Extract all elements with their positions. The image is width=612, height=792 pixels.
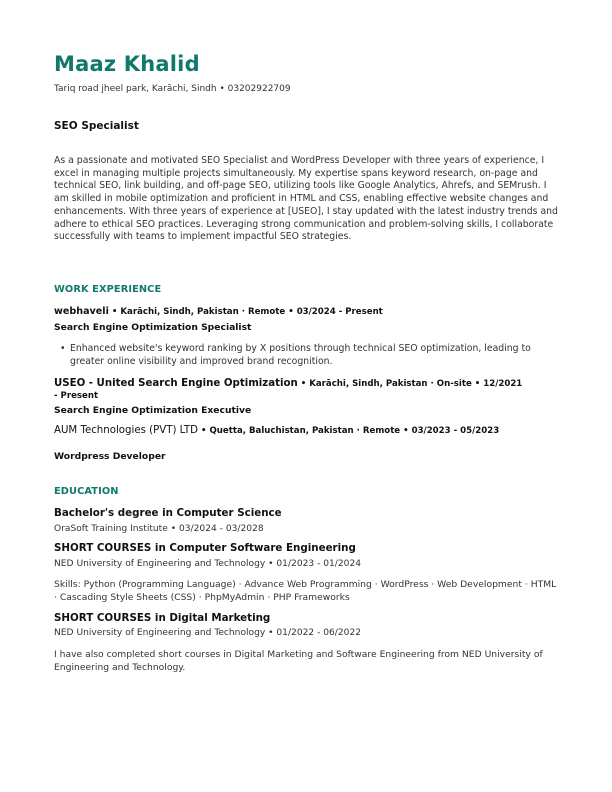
job-title-1: Search Engine Optimization Specialist: [54, 322, 252, 333]
job-title-2: Search Engine Optimization Executive: [54, 405, 252, 416]
job-meta: • Karāchi, Sindh, Pakistan · On-site • 12/2021 - Present: [54, 379, 523, 401]
institution-line-2: NED University of Engineering and Technology • 01/2023 - 01/2024: [54, 559, 362, 569]
bullet-icon: •: [60, 343, 66, 354]
work-experience-heading: WORK EXPERIENCE: [54, 284, 162, 295]
job-header-1: [54, 306, 383, 318]
company-name: USEO - United Search Engine Optimization: [54, 378, 298, 389]
institution-line-1: OraSoft Training Institute • 03/2024 - 03/2028: [54, 524, 264, 534]
bullet-text: Enhanced website's keyword ranking by X positions through technical SEO optimization, leading to greater online visibility and improved brand recognition.: [70, 343, 531, 367]
candidate-name: Maaz Khalid: [54, 52, 200, 76]
job-bullet-1: [60, 343, 550, 368]
institution-line-3: NED University of Engineering and Technology • 01/2022 - 06/2022: [54, 628, 362, 638]
degree-title-3: SHORT COURSES in Digital Marketing: [54, 612, 271, 624]
summary-paragraph: As a passionate and motivated SEO Specialist and WordPress Developer with three years of experience, I excel in managing multiple projects simultaneously. My expertise spans keyword research, on-page and technical SEO, link building, and off-page SEO, utilizing tools like Google Analytics, Ahrefs, and SEMrush. I am skilled in mobile optimization and proficient in HTML and CSS, enabling effective website changes and enhancements. With three years of experience at [USEO], I stay updated with the latest industry trends and adhere to ethical SEO practices. Leveraging strong communication and problem-solving skills, I collaborate successfully with teams to implement impactful SEO strategies.: [54, 155, 558, 243]
headline-title: SEO Specialist: [54, 120, 139, 132]
degree-title-2: SHORT COURSES in Computer Software Engineering: [54, 542, 356, 554]
education-note: I have also completed short courses in Digital Marketing and Software Engineering from NED University of Engineering and Technology.: [54, 649, 543, 673]
job-title-3: Wordpress Developer: [54, 451, 166, 462]
company-name: webhaveli: [54, 306, 109, 317]
job-meta: • Quetta, Baluchistan, Pakistan · Remote • 03/2023 - 05/2023: [198, 426, 500, 436]
job-meta: • Karāchi, Sindh, Pakistan · Remote • 03/2024 - Present: [108, 307, 383, 317]
contact-line: Tariq road jheel park, Karāchi, Sindh • 03202922709: [54, 84, 291, 94]
job-header-2: [54, 378, 524, 402]
education-heading: EDUCATION: [54, 486, 119, 497]
degree-title-1: Bachelor's degree in Computer Science: [54, 507, 282, 519]
skills-line: Skills: Python (Programming Language) · Advance Web Programming · WordPress · Web Development · HTML · Cascading Style Sheets (CSS) · PhpMyAdmin · PHP Frameworks: [54, 579, 557, 603]
job-header-3: [54, 425, 524, 437]
company-name: AUM Technologies (PVT) LTD: [54, 425, 198, 436]
